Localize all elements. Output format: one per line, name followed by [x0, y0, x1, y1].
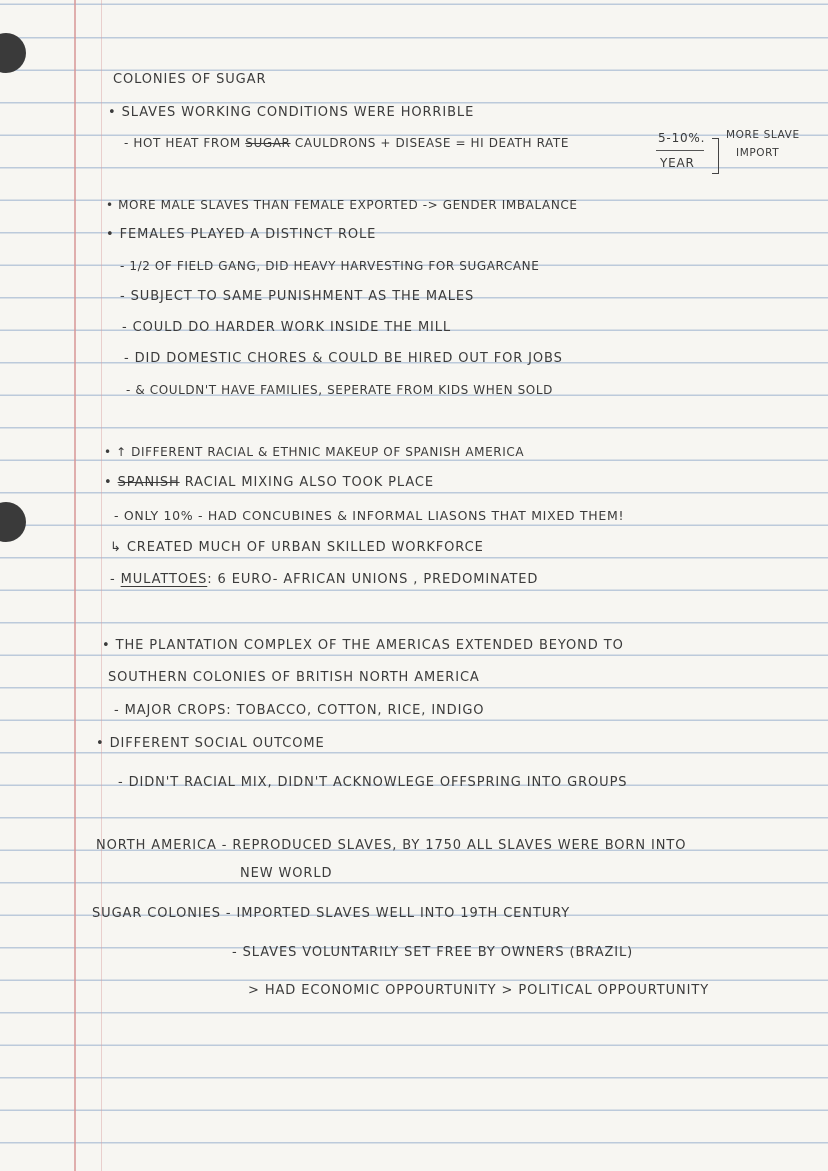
note-line-9: - & COULDN'T HAVE FAMILIES, SEPERATE FROM KIDS WHEN SOLD: [126, 383, 553, 397]
note-line-14: [110, 572, 538, 588]
note-line-24: > HAD ECONOMIC OPPOURTUNITY > POLITICAL OPPOURTUNITY: [248, 983, 710, 998]
death-rate-fraction-bar: [656, 150, 704, 151]
note-line-2-struck: SUGAR: [245, 136, 291, 150]
note-line-11-rest: RACIAL MIXING ALSO TOOK PLACE: [179, 475, 435, 490]
note-line-2: [124, 135, 569, 151]
note-line-13: ↳ CREATED MUCH OF URBAN SKILLED WORKFORCE: [110, 540, 484, 555]
margin-line-inner: [101, 0, 102, 1171]
note-line-11-bullet: •: [104, 475, 118, 490]
note-line-14-dash: -: [110, 572, 121, 587]
note-line-20: NORTH AMERICA - REPRODUCED SLAVES, BY 1750 ALL SLAVES WERE BORN INTO: [96, 838, 687, 853]
note-line-23: - SLAVES VOLUNTARILY SET FREE BY OWNERS (BRAZIL): [232, 945, 634, 960]
note-line-2-b: CAULDRONS + DISEASE = HI DEATH RATE: [290, 136, 570, 150]
note-line-17: - MAJOR CROPS: TOBACCO, COTTON, RICE, INDIGO: [114, 703, 485, 718]
side-note-line-1: MORE SLAVE: [726, 129, 800, 141]
bracket-mark: [712, 138, 719, 174]
note-line-18: • DIFFERENT SOCIAL OUTCOME: [96, 736, 325, 751]
note-line-15: • THE PLANTATION COMPLEX OF THE AMERICAS EXTENDED BEYOND TO: [102, 638, 624, 653]
note-line-5: - 1/2 OF FIELD GANG, DID HEAVY HARVESTING FOR SUGARCANE: [120, 259, 540, 273]
note-line-21: NEW WORLD: [240, 866, 333, 881]
note-line-11-struck: SPANISH: [117, 475, 180, 490]
note-line-6: - SUBJECT TO SAME PUNISHMENT AS THE MALES: [120, 289, 475, 304]
note-line-7: - COULD DO HARDER WORK INSIDE THE MILL: [122, 320, 452, 335]
note-line-1: • SLAVES WORKING CONDITIONS WERE HORRIBLE: [108, 105, 475, 120]
death-rate-numerator: 5-10%.: [658, 131, 706, 145]
binder-hole-top: [0, 33, 26, 73]
death-rate-denominator: YEAR: [660, 156, 695, 170]
note-line-8: - DID DOMESTIC CHORES & COULD BE HIRED OUT FOR JOBS: [124, 351, 563, 366]
mulattoes-term: MULATTOES: [120, 572, 208, 587]
note-line-16: SOUTHERN COLONIES OF BRITISH NORTH AMERICA: [108, 670, 480, 685]
margin-line: [74, 0, 76, 1171]
note-line-10: • ↑ DIFFERENT RACIAL & ETHNIC MAKEUP OF SPANISH AMERICA: [104, 445, 525, 459]
note-line-22: SUGAR COLONIES - IMPORTED SLAVES WELL INTO 19TH CENTURY: [92, 906, 571, 921]
note-line-12: - ONLY 10% - HAD CONCUBINES & INFORMAL LIASONS THAT MIXED THEM!: [114, 508, 625, 523]
side-note-line-2: IMPORT: [736, 147, 780, 159]
note-line-4: • FEMALES PLAYED A DISTINCT ROLE: [106, 227, 377, 242]
notes-title: COLONIES OF SUGAR: [113, 72, 267, 87]
note-line-19: - DIDN'T RACIAL MIX, DIDN'T ACKNOWLEGE OFFSPRING INTO GROUPS: [118, 775, 628, 790]
note-line-2-a: - HOT HEAT FROM: [124, 136, 246, 150]
binder-hole-middle: [0, 502, 26, 542]
note-line-3: • MORE MALE SLAVES THAN FEMALE EXPORTED -> GENDER IMBALANCE: [106, 198, 578, 212]
note-line-11: [104, 475, 434, 491]
note-line-14-rest: : 6 EURO- AFRICAN UNIONS , PREDOMINATED: [207, 572, 539, 587]
